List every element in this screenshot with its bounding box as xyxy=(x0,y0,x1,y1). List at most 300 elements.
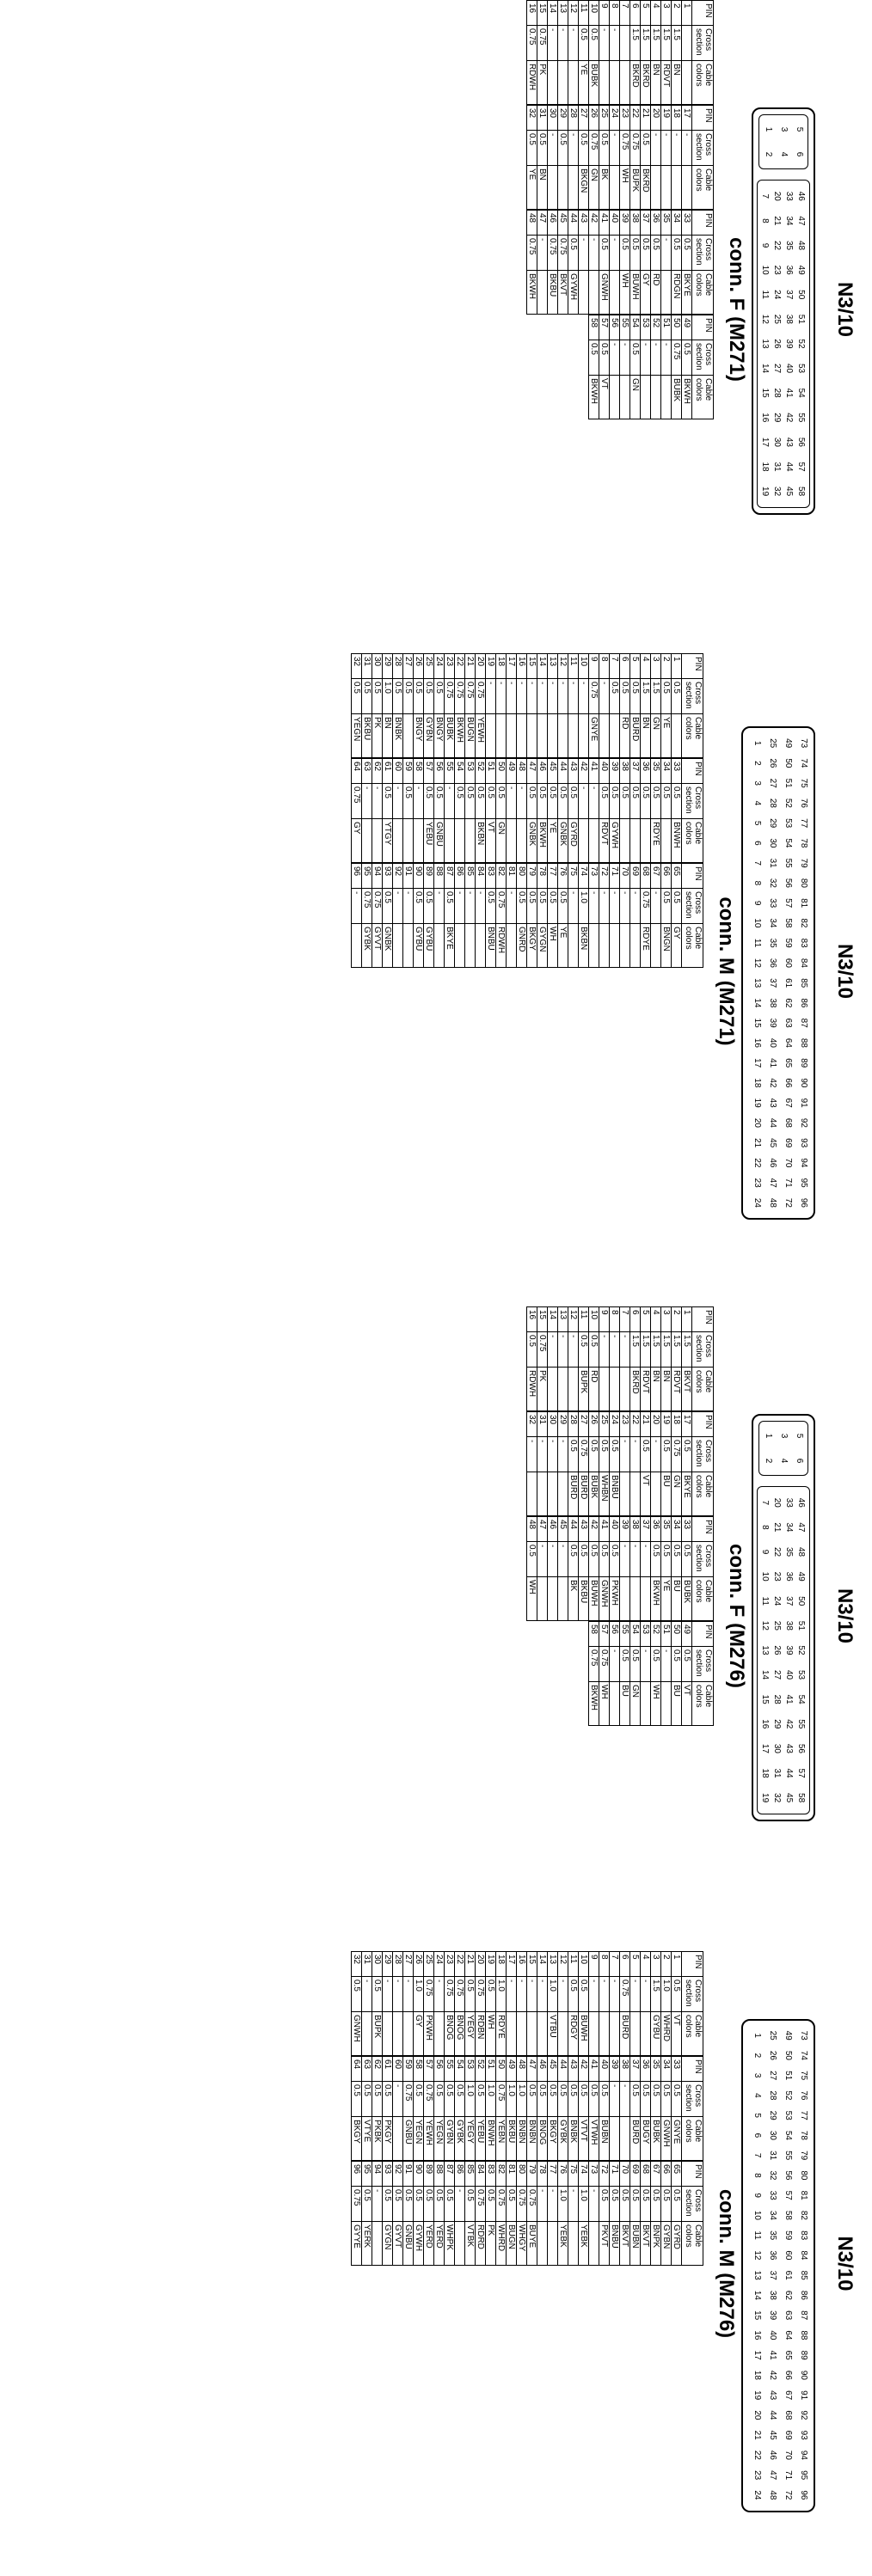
table-cell: 0.5 xyxy=(507,2187,517,2222)
table-cell: BKWH xyxy=(682,376,692,419)
connector-pin-label: 85 xyxy=(799,2270,808,2280)
connector-pin-label: 58 xyxy=(783,2210,793,2220)
table-cell: 85 xyxy=(465,864,476,889)
table-row xyxy=(672,1,682,105)
table-cell xyxy=(620,1368,630,1411)
connector-pin-label: 51 xyxy=(783,2071,793,2081)
table-cell: BNBU xyxy=(610,1472,620,1516)
table-cell: 26 xyxy=(414,654,424,679)
table-cell: 52 xyxy=(651,315,661,340)
table-cell: 0.75 xyxy=(476,2187,486,2222)
table-row xyxy=(558,211,568,315)
table-cell: - xyxy=(651,1437,661,1472)
column-header-cross: Cross section xyxy=(692,1542,714,1577)
table-row xyxy=(548,1952,558,2056)
table-cell: 0.5 xyxy=(383,889,393,924)
table-cell: VT xyxy=(672,2012,682,2056)
table-row xyxy=(465,2057,476,2161)
table-cell: GN xyxy=(630,376,641,419)
connector-pin-label: 53 xyxy=(796,364,806,374)
connector-pin-label: 41 xyxy=(784,388,794,398)
table-cell: 49 xyxy=(682,315,692,340)
table-cell xyxy=(558,1577,568,1621)
table-row xyxy=(672,1622,682,1726)
table-cell: 33 xyxy=(672,759,682,784)
table-row xyxy=(383,864,393,968)
table-row xyxy=(445,759,455,863)
connector-pin-label: 25 xyxy=(772,1620,782,1631)
table-cell: 9 xyxy=(589,654,599,679)
table-row xyxy=(599,106,610,210)
table-cell: BKBU xyxy=(507,2117,517,2161)
table-row xyxy=(599,315,610,419)
table-cell: BNBN xyxy=(527,2117,537,2161)
table-row xyxy=(651,2057,661,2161)
table-row xyxy=(403,2057,414,2161)
table-cell: WHBN xyxy=(599,1472,610,1516)
table-cell: 0.75 xyxy=(517,2187,527,2222)
table-row xyxy=(651,106,661,210)
table-cell: 0.5 xyxy=(424,889,434,924)
table-row xyxy=(548,211,558,315)
table-row xyxy=(548,1,558,105)
table-cell: 20 xyxy=(651,106,661,131)
table-cell: 31 xyxy=(537,1412,548,1437)
table-cell: - xyxy=(548,2187,558,2222)
table-cell: 48 xyxy=(517,2057,527,2082)
connector-pin-label: 29 xyxy=(772,413,782,423)
table-cell: - xyxy=(589,1977,599,2012)
connector-pin-label: 44 xyxy=(784,462,794,472)
table-cell: 83 xyxy=(486,2162,496,2187)
connector-pin-label: 46 xyxy=(768,2450,777,2460)
table-row xyxy=(672,211,682,315)
connector-pin-label: 45 xyxy=(768,1138,777,1148)
connector-pin-label: 18 xyxy=(760,462,770,472)
table-cell: - xyxy=(476,889,486,924)
table-cell: 41 xyxy=(589,759,599,784)
table-cell: - xyxy=(620,340,630,376)
connector-pin-label: 59 xyxy=(783,2230,793,2241)
connector-pin-row xyxy=(767,2026,777,2506)
table-cell: BURD xyxy=(579,1472,589,1516)
table-cell: BN xyxy=(651,1368,661,1411)
table-cell xyxy=(362,819,372,863)
table-cell xyxy=(362,2012,372,2056)
column-header-cable: Cable colors xyxy=(682,924,703,968)
table-cell: GNWH xyxy=(661,2117,672,2161)
table-cell: 10 xyxy=(579,654,589,679)
table-row xyxy=(496,759,507,863)
connector-pin-label: 64 xyxy=(783,1037,793,1048)
table-cell: 1.0 xyxy=(517,2082,527,2117)
connector-pin-label: 10 xyxy=(752,918,762,928)
table-row xyxy=(610,1622,620,1726)
table-cell: 21 xyxy=(641,1412,651,1437)
table-cell: BNPK xyxy=(651,2222,661,2266)
table-cell: 0.75 xyxy=(537,1332,548,1368)
table-cell: 0.5 xyxy=(661,2082,672,2117)
table-cell: 14 xyxy=(548,1307,558,1332)
table-cell: 38 xyxy=(620,2057,630,2082)
connector-pin-label: 18 xyxy=(760,1768,770,1778)
connector-pin-label: 33 xyxy=(784,1497,794,1508)
table-cell: 90 xyxy=(414,2162,424,2187)
connector-pin-label: 40 xyxy=(768,1037,777,1048)
table-cell: 0.5 xyxy=(537,784,548,819)
table-row xyxy=(527,1307,537,1411)
connector-pin-label: 42 xyxy=(768,2370,777,2380)
connector-pin-label: 82 xyxy=(799,918,808,928)
connector-pin-label: 36 xyxy=(784,1571,794,1582)
table-row xyxy=(630,315,641,419)
table-cell: 0.75 xyxy=(589,679,599,714)
table-cell: YEBN xyxy=(496,2117,507,2161)
table-cell: 0.5 xyxy=(589,1542,599,1577)
table-cell: 27 xyxy=(403,654,414,679)
table-cell: BN xyxy=(661,1368,672,1411)
table-cell: 0.5 xyxy=(486,889,496,924)
table-row xyxy=(672,2057,682,2161)
connector-pin-label: 19 xyxy=(752,2390,762,2401)
table-cell: 41 xyxy=(589,2057,599,2082)
table-cell: 0.5 xyxy=(630,1647,641,1682)
table-row xyxy=(476,1952,486,2056)
table-cell: - xyxy=(548,1437,558,1472)
table-cell: 0.5 xyxy=(445,2187,455,2222)
table-cell: - xyxy=(568,131,579,166)
table-cell: 0.5 xyxy=(672,1542,682,1577)
table-cell: 32 xyxy=(527,1412,537,1437)
table-cell xyxy=(486,714,496,758)
connector-pin-label: 64 xyxy=(783,2330,793,2340)
table-cell: 49 xyxy=(507,2057,517,2082)
table-cell: - xyxy=(548,131,558,166)
table-cell: 56 xyxy=(610,1622,620,1647)
table-cell: 63 xyxy=(362,759,372,784)
table-row xyxy=(527,1952,537,2056)
table-cell: GN xyxy=(589,166,599,210)
table-cell: 60 xyxy=(393,2057,403,2082)
table-cell: 0.5 xyxy=(517,889,527,924)
table-cell xyxy=(517,819,527,863)
table-row xyxy=(403,654,414,758)
table-cell: 0.5 xyxy=(589,1437,599,1472)
connector-pin-label: 32 xyxy=(772,1793,782,1803)
table-cell: GYBU xyxy=(414,924,424,968)
table-row xyxy=(527,2057,537,2161)
connector-pin-label: 36 xyxy=(768,2250,777,2261)
table-cell: 0.5 xyxy=(537,889,548,924)
table-cell xyxy=(548,61,558,105)
table-cell: 0.5 xyxy=(424,2187,434,2222)
table-cell: GYYE xyxy=(352,2222,362,2266)
connector-pin-label: 55 xyxy=(783,2151,793,2161)
table-cell: 82 xyxy=(496,864,507,889)
table-row xyxy=(641,759,651,863)
connector-pin-label: 4 xyxy=(779,151,789,157)
table-cell: BKVT xyxy=(558,271,568,315)
connector-pin-row xyxy=(771,1490,782,1810)
table-cell xyxy=(599,1368,610,1411)
table-cell xyxy=(568,61,579,105)
table-row xyxy=(599,2057,610,2161)
connector-title: conn. M (M276) xyxy=(715,2188,738,2339)
connector-pin-label: 73 xyxy=(799,2030,808,2041)
connector-pin-label: 43 xyxy=(768,2390,777,2401)
table-cell: 51 xyxy=(486,759,496,784)
table-cell: 1 xyxy=(672,654,682,679)
table-cell: - xyxy=(393,784,403,819)
table-cell xyxy=(651,924,661,968)
table-row xyxy=(517,1952,527,2056)
table-cell: 8 xyxy=(610,1,620,26)
connector-pin-label: 51 xyxy=(796,1620,806,1631)
table-cell: 86 xyxy=(455,864,465,889)
connector-pin-label: 83 xyxy=(799,2230,808,2241)
table-row xyxy=(476,2057,486,2161)
connector-pin-label: 21 xyxy=(752,1138,762,1148)
table-cell: 0.5 xyxy=(651,2187,661,2222)
table-row xyxy=(630,211,641,315)
table-row xyxy=(682,1517,692,1621)
table-cell: 8 xyxy=(610,1307,620,1332)
table-cell xyxy=(434,2012,445,2056)
table-cell: 17 xyxy=(507,654,517,679)
table-row xyxy=(507,759,517,863)
connector-pin-label: 42 xyxy=(784,413,794,423)
connector-pin-label: 92 xyxy=(799,1117,808,1128)
table-cell: 21 xyxy=(465,654,476,679)
connector-pin-label: 76 xyxy=(799,2090,808,2101)
table-cell: 86 xyxy=(455,2162,465,2187)
table-cell xyxy=(630,2012,641,2056)
table-row xyxy=(589,1622,599,1726)
table-cell: 40 xyxy=(599,2057,610,2082)
connector-pin-label: 17 xyxy=(760,437,770,447)
table-cell: WH xyxy=(486,2012,496,2056)
connector-pin-label: 71 xyxy=(783,2470,793,2481)
table-cell: 64 xyxy=(352,759,362,784)
table-cell: 80 xyxy=(517,2162,527,2187)
table-cell: 0.75 xyxy=(362,889,372,924)
connector-pin-label: 52 xyxy=(796,1645,806,1655)
table-cell: 0.5 xyxy=(445,2082,455,2117)
table-cell: 88 xyxy=(434,2162,445,2187)
table-cell: 1.5 xyxy=(651,1332,661,1368)
table-row xyxy=(661,106,672,210)
table-row xyxy=(476,759,486,863)
connector-pin-label: 13 xyxy=(752,978,762,988)
table-cell: GNBK xyxy=(383,924,393,968)
table-cell xyxy=(620,26,630,61)
table-cell: 0.5 xyxy=(434,784,445,819)
table-cell: 0.5 xyxy=(372,2082,383,2117)
table-cell xyxy=(661,271,672,315)
table-cell: 45 xyxy=(558,211,568,236)
table-row xyxy=(476,864,486,968)
table-cell: 58 xyxy=(414,2057,424,2082)
table-cell: BURD xyxy=(568,1472,579,1516)
table-row xyxy=(630,2162,641,2266)
table-cell: 7 xyxy=(620,1,630,26)
connector-pin-label: 23 xyxy=(752,2470,762,2481)
table-cell xyxy=(682,61,692,105)
table-row xyxy=(599,759,610,863)
table-cell: 50 xyxy=(672,1622,682,1647)
connector-pin-label: 17 xyxy=(760,1743,770,1753)
connector-pin-label: 7 xyxy=(752,2152,762,2158)
table-cell: 6 xyxy=(620,1952,630,1977)
table-cell: 70 xyxy=(620,864,630,889)
table-row xyxy=(527,864,537,968)
table-cell: 23 xyxy=(620,106,630,131)
connector-pin-label: 34 xyxy=(768,2210,777,2220)
table-cell: 25 xyxy=(424,1952,434,1977)
table-cell xyxy=(568,2222,579,2266)
table-cell: 13 xyxy=(558,1307,568,1332)
table-cell: 0.5 xyxy=(610,1542,620,1577)
table-cell: 2 xyxy=(661,1952,672,1977)
table-cell: YEBU xyxy=(424,819,434,863)
column-header-pin: PIN xyxy=(682,2162,703,2187)
table-cell: GYGN xyxy=(537,924,548,968)
connector-pin-label: 62 xyxy=(783,998,793,1008)
table-cell: BNWH xyxy=(672,819,682,863)
table-cell: 1.0 xyxy=(496,1977,507,2012)
table-row xyxy=(486,864,496,968)
table-cell xyxy=(589,2222,599,2266)
table-row xyxy=(682,1622,692,1726)
table-cell: 91 xyxy=(403,2162,414,2187)
connector-pin-label: 12 xyxy=(760,314,770,324)
column-header-cross: Cross section xyxy=(682,2082,703,2117)
table-row xyxy=(393,2057,403,2161)
table-row xyxy=(414,759,424,863)
table-cell: 87 xyxy=(445,864,455,889)
table-row xyxy=(537,1,548,105)
table-cell: 1.5 xyxy=(672,26,682,61)
table-cell: - xyxy=(599,679,610,714)
table-cell: 10 xyxy=(589,1,599,26)
table-cell: 79 xyxy=(527,864,537,889)
table-cell xyxy=(537,1472,548,1516)
table-cell: YEGN xyxy=(434,2117,445,2161)
table-cell: 0.5 xyxy=(465,1977,476,2012)
table-row xyxy=(641,1952,651,2056)
table-cell: 54 xyxy=(455,759,465,784)
table-cell: 0.5 xyxy=(630,784,641,819)
table-cell: 24 xyxy=(610,106,620,131)
table-cell: 75 xyxy=(568,864,579,889)
table-row xyxy=(661,1622,672,1726)
table-cell: 0.5 xyxy=(352,2082,362,2117)
table-cell: 0.5 xyxy=(414,2187,424,2222)
table-cell: YEBK xyxy=(579,2222,589,2266)
table-cell xyxy=(620,819,630,863)
table-cell: 0.5 xyxy=(352,679,362,714)
connector-pin-label: 38 xyxy=(784,314,794,324)
table-row xyxy=(661,1,672,105)
column-header-pin: PIN xyxy=(682,759,703,784)
connector-pin-label: 56 xyxy=(783,878,793,888)
connector-pin-label: 9 xyxy=(752,2193,762,2198)
table-cell: 19 xyxy=(661,106,672,131)
connector-pin-row xyxy=(783,2026,793,2506)
connector-pin-label: 11 xyxy=(752,2230,762,2240)
table-cell: 94 xyxy=(372,864,383,889)
table-row xyxy=(527,654,537,758)
table-cell: 47 xyxy=(537,211,548,236)
table-cell xyxy=(558,2012,568,2056)
table-row xyxy=(589,1517,599,1621)
table-cell: 30 xyxy=(548,1412,558,1437)
column-header-cable: Cable colors xyxy=(692,376,714,419)
pin-table xyxy=(526,210,714,315)
table-row xyxy=(672,2162,682,2266)
connector-pin-label: 24 xyxy=(752,2490,762,2500)
connector-pin-label: 91 xyxy=(799,1098,808,1108)
table-row xyxy=(434,759,445,863)
table-cell xyxy=(393,2117,403,2161)
table-cell: 0.5 xyxy=(599,784,610,819)
table-cell xyxy=(630,819,641,863)
table-row xyxy=(465,2162,476,2266)
column-header-cross: Cross section xyxy=(682,784,703,819)
table-row xyxy=(589,2162,599,2266)
table-cell: GYGN xyxy=(383,2222,393,2266)
table-row xyxy=(424,2057,434,2161)
table-cell: - xyxy=(661,131,672,166)
connector-pin-label: 56 xyxy=(796,437,806,447)
table-cell: WH xyxy=(620,271,630,315)
connector-pin-label: 2 xyxy=(752,761,762,766)
column-header-pin: PIN xyxy=(682,654,703,679)
table-cell: 0.75 xyxy=(672,1437,682,1472)
table-cell: PKWH xyxy=(424,2012,434,2056)
table-cell: 1.5 xyxy=(651,1977,661,2012)
connector-pin-label: 14 xyxy=(752,2290,762,2300)
table-cell: PK xyxy=(486,2222,496,2266)
table-cell: - xyxy=(620,889,630,924)
table-cell: - xyxy=(558,679,568,714)
table-cell: - xyxy=(630,1977,641,2012)
table-cell: 0.5 xyxy=(558,784,568,819)
table-cell: GNYE xyxy=(672,2117,682,2161)
table-cell xyxy=(651,1472,661,1516)
table-cell: 56 xyxy=(610,315,620,340)
connector-pin-label: 21 xyxy=(772,216,782,226)
table-row xyxy=(527,1,537,105)
connector-pin-label: 89 xyxy=(799,1058,808,1068)
table-cell xyxy=(568,166,579,210)
table-row xyxy=(651,211,661,315)
table-cell: 55 xyxy=(620,1622,630,1647)
column-header-cable: Cable colors xyxy=(682,2117,703,2161)
connector-pin-label: 3 xyxy=(779,126,789,132)
table-cell: GYWH xyxy=(610,819,620,863)
table-row xyxy=(651,864,661,968)
table-cell: 0.5 xyxy=(651,1647,661,1682)
table-cell: 20 xyxy=(476,1952,486,1977)
table-cell xyxy=(641,819,651,863)
connector-pin-label: 30 xyxy=(768,2130,777,2140)
connector-pin-label: 95 xyxy=(799,2470,808,2481)
table-row xyxy=(445,1952,455,2056)
section-m271 xyxy=(5,653,857,1289)
table-cell: YERD xyxy=(434,2222,445,2266)
table-cell: PK xyxy=(372,714,383,758)
